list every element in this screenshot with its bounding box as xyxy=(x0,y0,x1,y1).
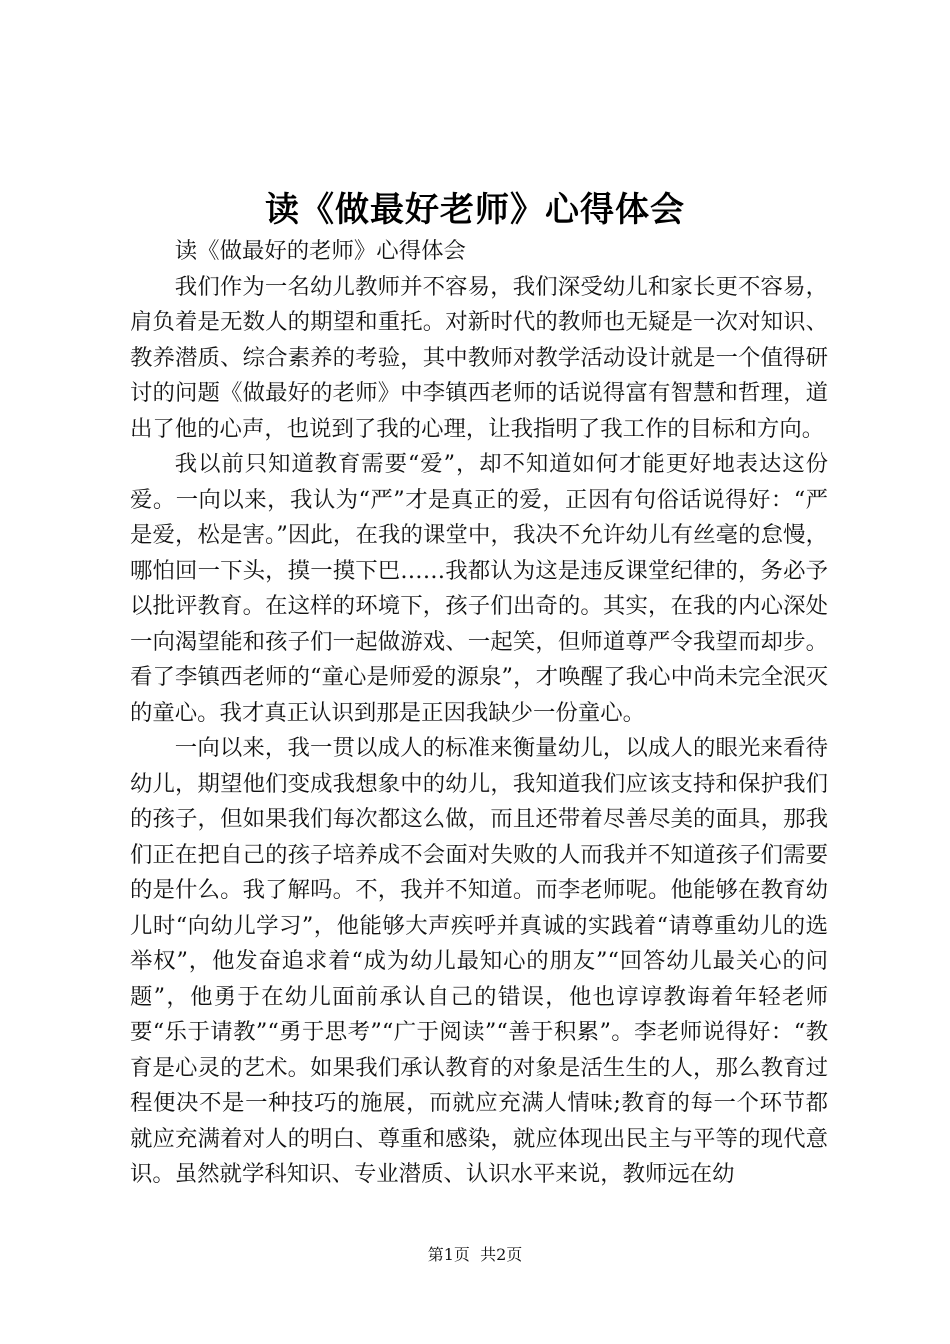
subtitle-paragraph: 读《做最好的老师》心得体会 xyxy=(174,238,466,264)
body-paragraph: 我以前只知道教育需要“爱”，却不知道如何才能更好地表达这份爱。一向以来，我认为“严”才是真正的爱，正因有句俗话说得好：“严是爱，松是害。”因此，在我的课堂中，我决不允许幼儿有丝毫的怠慢，哪怕回一下头，摸一摸下巴……我都认为这是违反课堂纪律的，务必予以批评教育。在这样的环境下，孩子们出奇的。其实，在我的内心深处一向渴望能和孩子们一起做游戏、一起笑，但师道尊严令我望而却步。看了李镇西老师的“童心是师爱的源泉”，才唤醒了我心中尚未完全泯灭的童心。我才真正认识到那是正因我缺少一份童心。 xyxy=(130,451,828,726)
page-number-label: 第1页 共2页 xyxy=(427,1245,523,1264)
body-paragraph: 一向以来，我一贯以成人的标准来衡量幼儿，以成人的眼光来看待幼儿，期望他们变成我想象中的幼儿，我知道我们应该支持和保护我们的孩子，但如果我们每次都这么做，而且还带着尽善尽美的面具，那我们正在把自己的孩子培养成不会面对失败的人而我并不知道孩子们需要的是什么。我了解吗。不，我并不知道。而李老师呢。他能够在教育幼儿时“向幼儿学习”，他能够大声疾呼并真诚的实践着“请尊重幼儿的选举权”，他发奋追求着“成为幼儿最知心的朋友”“回答幼儿最关心的问题”，他勇于在幼儿面前承认自己的错误，他也谆谆教诲着年轻老师要“乐于请教”“勇于思考”“广于阅读”“善于积累”。李老师说得好：“教育是心灵的艺术。如果我们承认教育的对象是活生生的人，那么教育过程便决不是一种技巧的施展，而就应充满人情味;教育的每一个环节都就应充满着对人的明白、尊重和感染，就应体现出民主与平等的现代意识。虽然就学科知识、专业潜质、认识水平来说，教师远在幼 xyxy=(130,735,828,1187)
document-body xyxy=(130,234,828,1193)
document-title: 读《做最好老师》心得体会 xyxy=(265,190,685,230)
page-footer xyxy=(0,1243,950,1267)
body-paragraph: 我们作为一名幼儿教师并不容易，我们深受幼儿和家长更不容易，肩负着是无数人的期望和重托。对新时代的教师也无疑是一次对知识、教养潜质、综合素养的考验，其中教师对教学活动设计就是一个值得研讨的问题《做最好的老师》中李镇西老师的话说得富有智慧和哲理，道出了他的心声，也说到了我的心理，让我指明了我工作的目标和方向。 xyxy=(130,273,828,442)
